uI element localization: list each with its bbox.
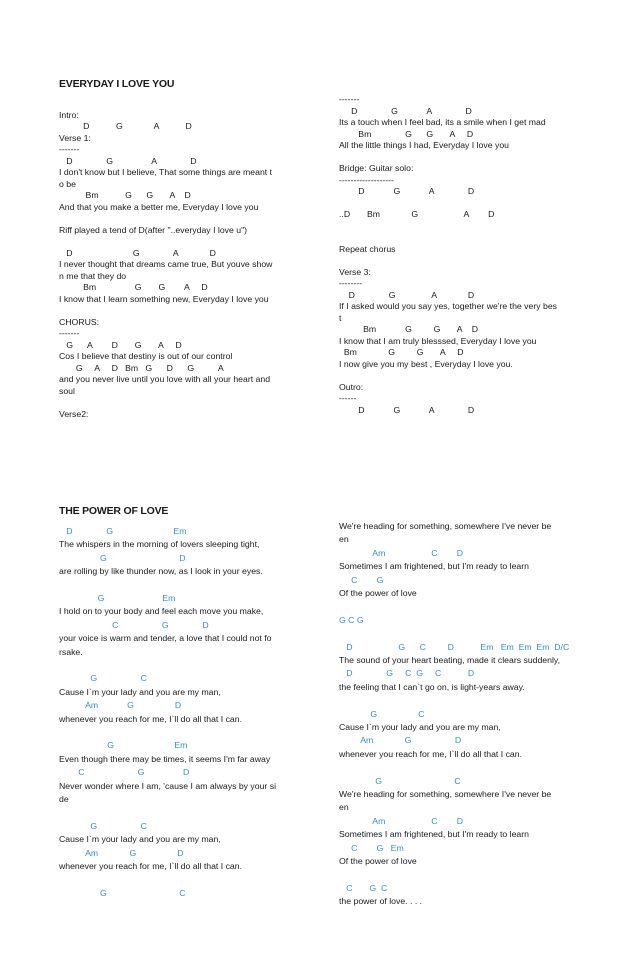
blank-line	[339, 694, 587, 707]
chord-line: D G C G C D	[339, 668, 475, 679]
chord-line: G C	[339, 775, 461, 786]
lyric-line: en	[339, 802, 349, 813]
lyric-line: I don't know but I believe, That some things are meant t	[59, 167, 273, 177]
lyric-line: -------	[339, 94, 360, 104]
lyric-line: de	[59, 794, 69, 805]
lyric-line: your voice is warm and tender, a love that I could not fo	[59, 633, 272, 644]
chord-line: ..D Bm G A D	[339, 209, 495, 219]
blank-line	[59, 579, 307, 592]
lyric-line: Cause I`m your lady and you are my man,	[339, 722, 501, 733]
lyric-line: Cause I`m your lady and you are my man,	[59, 834, 221, 845]
chord-line: Bm G G A D	[339, 347, 464, 357]
song1-right-column	[339, 94, 587, 416]
chord-line: G C	[59, 887, 186, 898]
song1-left-column	[59, 77, 307, 420]
song2-right-column	[339, 520, 587, 909]
lyric-line: The whispers in the morning of lovers sleeping tight,	[59, 539, 260, 550]
chord-line: G C	[59, 820, 147, 831]
lyric-line: -------	[59, 144, 80, 154]
lyric-line: Verse 3:	[339, 266, 371, 277]
lyric-line: We're heading for something, somewhere I've never be	[339, 789, 552, 800]
lyric-line: Sometimes I am frightened, but I'm ready to learn	[339, 829, 529, 840]
lyric-line: Verse 1:	[59, 132, 91, 143]
lyric-line: Of the power of love	[339, 856, 417, 867]
lyric-line: whenever you reach for me, I`ll do all that I can.	[59, 861, 243, 872]
blank-line	[339, 869, 587, 882]
song2-left-lines	[59, 525, 307, 900]
chord-line: G C	[339, 708, 425, 719]
lyric-line: rsake.	[59, 646, 83, 657]
lyric-line: Sometimes I am frightened, but I'm ready to learn	[339, 561, 529, 572]
song-title-everyday-i-love-you: EVERYDAY I LOVE YOU	[59, 78, 175, 90]
lyric-line: CHORUS:	[59, 316, 100, 327]
chord-line: G D	[59, 552, 186, 563]
lyric-line: en	[339, 534, 349, 545]
lyric-line: I never thought that dreams came true, But youve show	[59, 259, 273, 269]
blank-line	[59, 213, 307, 225]
lyric-line: Bridge: Guitar solo:	[339, 163, 414, 173]
lyric-line: n me that they do	[59, 270, 127, 281]
blank-line	[339, 370, 587, 382]
song1-right-lines	[339, 94, 587, 416]
lyric-line: Outro:	[339, 381, 364, 392]
lyric-line: And that you make a better me, Everyday I love you	[59, 201, 259, 212]
lyric-line: o be	[59, 178, 76, 189]
blank-line	[339, 255, 587, 267]
blank-line	[59, 726, 307, 739]
song-title-the-power-of-love: THE POWER OF LOVE	[59, 505, 169, 517]
chord-line: D G C D Em Em Em Em D/C	[339, 641, 570, 652]
lyric-line: t	[339, 312, 342, 323]
lyric-line: We're heading for something, somewhere I've never be	[339, 521, 552, 531]
chord-line: D G A D	[339, 105, 472, 116]
chord-line: D G A D	[339, 289, 475, 300]
chord-line: C G D	[59, 619, 209, 630]
chord-line: D G Em	[59, 526, 187, 536]
chord-line: Am C D	[339, 547, 464, 558]
chord-line: G Em	[59, 740, 188, 751]
chord-line: Bm G G A D	[339, 128, 474, 139]
chord-line: D G A D	[59, 155, 197, 166]
chord-line: Am G D	[59, 700, 182, 711]
lyric-line: are rolling by like thunder now, as I look in your eyes.	[59, 566, 263, 577]
chord-line: G A D Bm G D G A	[59, 362, 224, 373]
chord-line: Bm G G A D	[59, 282, 208, 292]
lyric-line: Even though there may be times, it seems I'm far away	[59, 753, 271, 764]
chord-line: Bm G G A D	[339, 324, 479, 334]
blank-line	[59, 98, 307, 110]
lyric-line: Its a touch when I feel bad, its a smile when I get mad	[339, 117, 546, 127]
lyric-line: I hold on to your body and feel each move you make,	[59, 606, 264, 617]
blank-line	[59, 397, 307, 409]
song1-left-lines	[59, 98, 307, 420]
lyric-line: I know that I am truly blesssed, Everyday I love you	[339, 335, 537, 346]
lyric-line: Cause I`m your lady and you are my man,	[59, 686, 221, 697]
blank-line	[59, 236, 307, 248]
lyric-line: the power of love. . . .	[339, 896, 423, 907]
lyric-line: whenever you reach for me, I`ll do all that I can.	[339, 748, 523, 759]
lyric-line: The sound of your heart beating, made it clears suddenly,	[339, 655, 561, 666]
lyric-line: soul	[59, 385, 75, 396]
lyric-line: -------	[59, 328, 80, 338]
lyric-line: Intro:	[59, 109, 79, 120]
lyric-line: whenever you reach for me, I`ll do all that I can.	[59, 713, 243, 724]
blank-line	[339, 232, 587, 244]
blank-line	[339, 221, 587, 233]
chord-line: Am G D	[59, 847, 184, 858]
blank-line	[339, 198, 587, 210]
chord-line: Am G D	[339, 735, 462, 746]
chord-line: C G	[339, 574, 384, 585]
chord-line: D G A D	[59, 121, 192, 131]
chord-line: D G A D	[59, 247, 216, 258]
blank-line	[339, 600, 587, 613]
chord-line: D G A D	[339, 186, 475, 196]
blank-line	[339, 761, 587, 774]
chord-line: C G C	[339, 882, 388, 893]
chord-line: G A D G A D	[59, 339, 182, 350]
lyric-line: If I asked would you say yes, together we're the very bes	[339, 301, 557, 311]
lyric-line: the feeling that I can`t go on, is light-years away.	[339, 681, 525, 692]
lyric-line: Never wonder where I am, 'cause I am always by your si	[59, 780, 277, 791]
chord-line: D G A D	[339, 404, 475, 415]
lyric-line: Repeat chorus	[339, 243, 396, 254]
blank-line	[59, 659, 307, 672]
lyric-line: --------	[339, 278, 363, 288]
chord-line: Bm G G A D	[59, 190, 191, 200]
blank-line	[59, 806, 307, 819]
chord-line: Am C D	[339, 815, 464, 826]
chord-line: G Em	[59, 593, 176, 604]
chord-line: G C G	[339, 614, 364, 625]
chord-line: C G Em	[339, 842, 404, 853]
lyric-line: -------------------	[339, 174, 394, 185]
lyric-line: Cos I believe that destiny is out of our control	[59, 351, 233, 361]
lyric-line: I now give you my best , Everyday I love you.	[339, 358, 513, 369]
lyric-line: Verse2:	[59, 408, 89, 419]
blank-line	[339, 152, 587, 164]
blank-line	[59, 305, 307, 317]
blank-line	[339, 627, 587, 640]
lyric-line: Riff played a tend of D(after "..everyday I love u")	[59, 224, 248, 235]
song2-left-column	[59, 504, 307, 900]
chord-line: C G D	[59, 767, 190, 778]
lyric-line: All the little things I had, Everyday I love you	[339, 140, 509, 150]
lyric-line: I know that I learn something new, Everyday I love you	[59, 293, 269, 304]
lyric-line: ------	[339, 393, 357, 403]
song2-right-lines	[339, 520, 587, 909]
chord-line: G C	[59, 673, 147, 684]
blank-line	[59, 874, 307, 887]
lyric-line: and you never live until you love with all your heart and	[59, 374, 271, 384]
lyric-line: Of the power of love	[339, 588, 417, 599]
